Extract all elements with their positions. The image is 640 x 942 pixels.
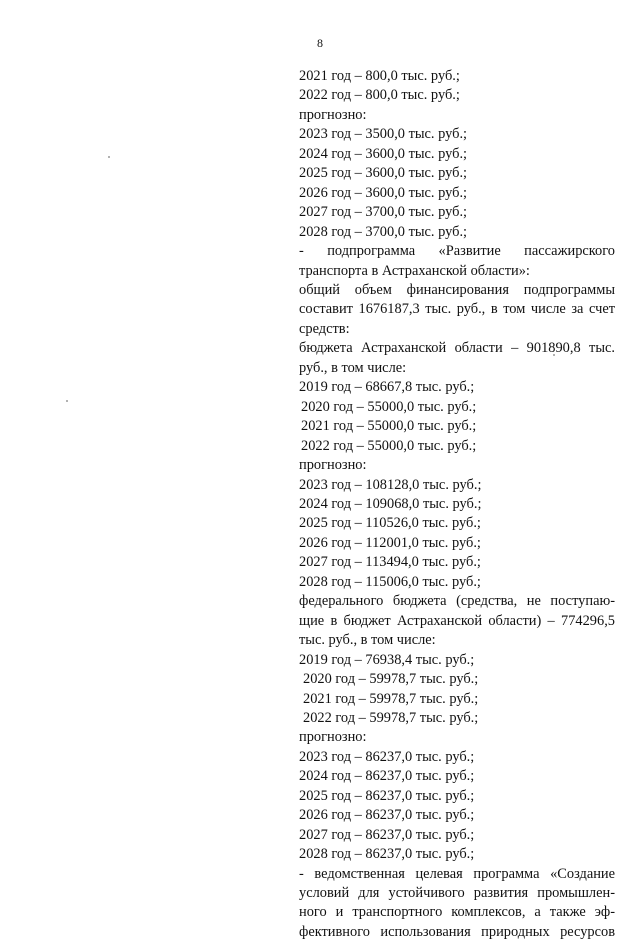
text-line: 2021 год – 55000,0 тыс. руб.; bbox=[301, 418, 477, 435]
text-line: прогнозно: bbox=[299, 106, 367, 123]
text-line: 2027 год – 113494,0 тыс. руб.; bbox=[299, 554, 481, 571]
text-line: 2023 год – 3500,0 тыс. руб.; bbox=[299, 126, 468, 143]
text-line: 2024 год – 86237,0 тыс. руб.; bbox=[299, 768, 475, 785]
text-line: 2025 год – 86237,0 тыс. руб.; bbox=[299, 787, 475, 804]
text-line: 2024 год – 3600,0 тыс. руб.; bbox=[299, 145, 468, 162]
text-line: 2023 год – 108128,0 тыс. руб.; bbox=[299, 476, 482, 493]
text-line: средств: bbox=[299, 320, 350, 337]
text-line: 2021 год – 59978,7 тыс. руб.; bbox=[303, 690, 479, 707]
text-line: общий объем финансирования подпрограммы bbox=[299, 281, 615, 298]
text-line: 2026 год – 86237,0 тыс. руб.; bbox=[299, 807, 475, 824]
text-line: тыс. руб., в том числе: bbox=[299, 632, 436, 649]
text-line: транспорта в Астраханской области»: bbox=[299, 262, 530, 279]
document-text-column bbox=[299, 67, 615, 942]
text-line: 2028 год – 86237,0 тыс. руб.; bbox=[299, 846, 475, 863]
text-line: условий для устойчивого развития промышлен- bbox=[299, 885, 615, 902]
text-line: прогнозно: bbox=[299, 457, 367, 474]
text-line: - ведомственная целевая программа «Создание bbox=[299, 865, 615, 882]
page-number: 8 bbox=[317, 36, 323, 50]
text-line: фективного использования природных ресурсов bbox=[299, 923, 615, 940]
scan-speck bbox=[66, 400, 68, 402]
text-line: прогнозно: bbox=[299, 729, 367, 746]
text-line: 2023 год – 86237,0 тыс. руб.; bbox=[299, 748, 475, 765]
text-line: 2020 год – 59978,7 тыс. руб.; bbox=[303, 671, 479, 688]
text-line: 2026 год – 112001,0 тыс. руб.; bbox=[299, 534, 481, 551]
text-line: федерального бюджета (средства, не поступаю- bbox=[299, 593, 615, 610]
text-line: 2027 год – 86237,0 тыс. руб.; bbox=[299, 826, 475, 843]
text-line: 2024 год – 109068,0 тыс. руб.; bbox=[299, 495, 482, 512]
text-line: 2022 год – 55000,0 тыс. руб.; bbox=[301, 437, 477, 454]
text-line: руб., в том числе: bbox=[299, 359, 407, 376]
text-line: 2026 год – 3600,0 тыс. руб.; bbox=[299, 184, 468, 201]
text-line: 2027 год – 3700,0 тыс. руб.; bbox=[299, 204, 468, 221]
text-line: 2019 год – 76938,4 тыс. руб.; bbox=[299, 651, 475, 668]
text-line: 2025 год – 110526,0 тыс. руб.; bbox=[299, 515, 481, 532]
text-line: 2028 год – 3700,0 тыс. руб.; bbox=[299, 223, 468, 240]
text-line: - подпрограмма «Развитие пассажирского bbox=[299, 243, 615, 260]
scan-speck bbox=[108, 156, 110, 158]
text-line: ного и транспортного комплексов, а также эф- bbox=[299, 904, 615, 921]
text-line: 2028 год – 115006,0 тыс. руб.; bbox=[299, 573, 481, 590]
text-line: 2021 год – 800,0 тыс. руб.; bbox=[299, 68, 460, 84]
text-line: 2019 год – 68667,8 тыс. руб.; bbox=[299, 379, 475, 396]
text-line: 2022 год – 800,0 тыс. руб.; bbox=[299, 87, 460, 104]
text-line: бюджета Астраханской области – 901890,8 тыс. bbox=[299, 340, 615, 357]
text-line: составит 1676187,3 тыс. руб., в том числе за счет bbox=[299, 301, 615, 318]
text-line: 2025 год – 3600,0 тыс. руб.; bbox=[299, 165, 468, 182]
text-line: 2020 год – 55000,0 тыс. руб.; bbox=[301, 398, 477, 415]
text-line: щие в бюджет Астраханской области) – 774296,5 bbox=[299, 612, 615, 629]
text-line: 2022 год – 59978,7 тыс. руб.; bbox=[303, 709, 479, 726]
